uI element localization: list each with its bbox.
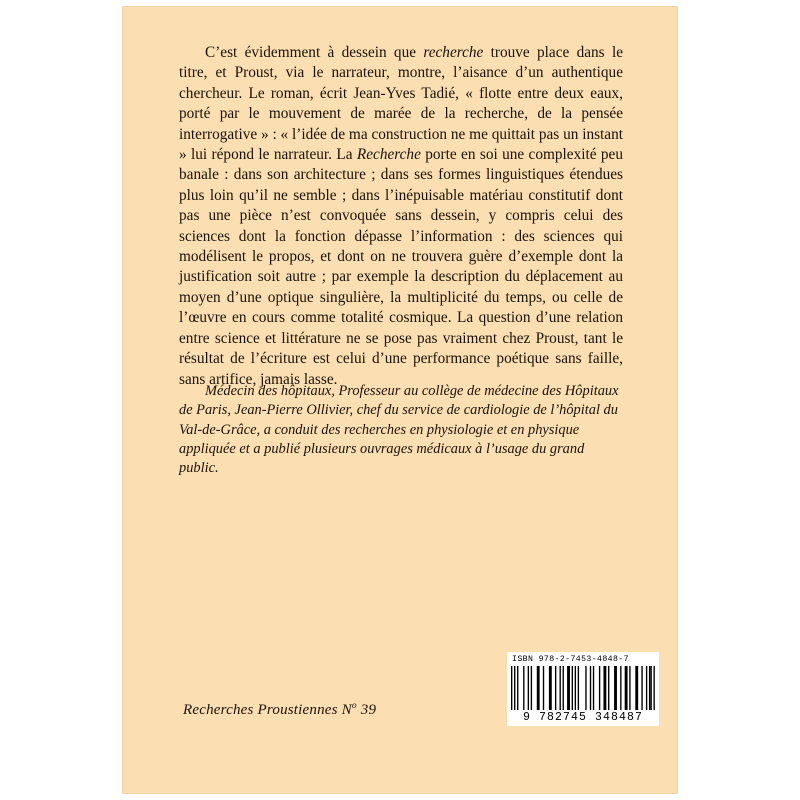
series-number-ordinal: o	[351, 701, 357, 711]
book-back-cover	[123, 7, 677, 793]
blurb-emphasis: recherche	[423, 44, 484, 61]
author-bio: Médecin des hôpitaux, Professeur au collège de médecine des Hôpitaux de Paris, Jean-Pierre Ollivier, chef du service de cardiologie de l’hôpital du Val-de-Grâce, a conduit des recherches en physiologie et en physique appliquée et a publié plusieurs ouvrages médicaux à l’usage du grand public.	[179, 383, 619, 477]
barcode-block	[507, 652, 659, 726]
isbn-label: ISBN	[512, 655, 534, 664]
back-cover-content	[123, 7, 677, 793]
blurb-segment: C’est évidemment à dessein que	[205, 44, 424, 61]
blurb-segment: porte en soi une complexité peu banale : dans son architecture ; dans ses formes linguistiques étendues plus loin qu’il ne semble ; dans l’inépuisable matériau constitutif dont pas une pièce n’est convoquée sans dessein, y compris celui des sciences dont la fonction dépasse l’information : des sciences qui modélisent le propos, et dont on ne trouvera guère d’exemple dont la justification soit autre ; par exemple la description du déplacement au moyen d’une optique singulière, la multiplicité du temps, ou celle de l’œuvre en cours comme totalité cosmique. La question d’une relation entre science et littérature ne se pose pas vraiment chez Proust, tant le résultat de l’écriture est celui d’une performance poétique sans faille, sans artifice, jamais lasse.	[179, 146, 623, 388]
series-name: Recherches Proustiennes N	[183, 702, 352, 718]
blurb-emphasis: Recherche	[356, 146, 421, 164]
series-label	[183, 701, 376, 719]
isbn-value: 978-2-7453-4848-7	[538, 655, 629, 664]
barcode-bars-icon	[511, 666, 655, 710]
series-number: 39	[356, 702, 377, 718]
ean-digits: 9 782745 348487	[522, 711, 644, 724]
blurb-text	[179, 43, 623, 390]
isbn-line	[512, 655, 655, 664]
blurb-segment: trouve place dans le titre, et Proust, via le narrateur, montre, l’aisance d’un authentique chercheur. Le roman, écrit Jean-Yves Tadié, « flotte entre deux eaux, porté par le mouvement de marée de la recherche, de la pensée interrogative » : « l’idée de ma construction ne me quittait pas un instant » lui répond le narrateur. La	[179, 44, 623, 164]
